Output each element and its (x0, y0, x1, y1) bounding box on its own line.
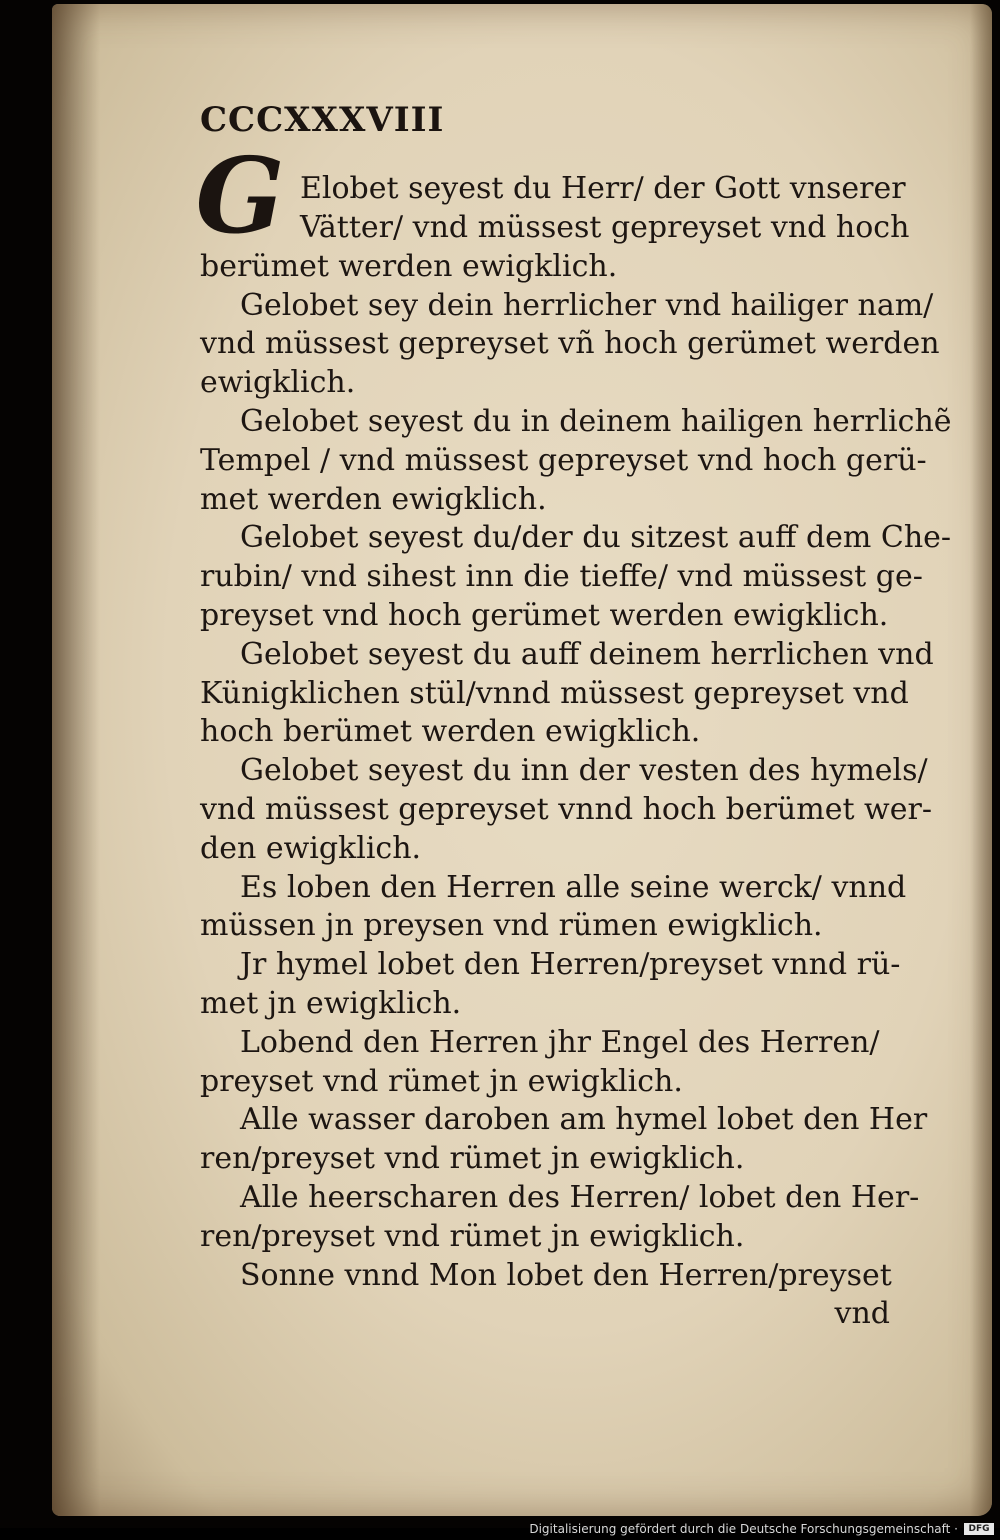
decorated-initial: G (195, 134, 285, 257)
text-line: Gelobet sey dein herrlicher vnd hailiger nam/ (240, 288, 934, 323)
gutter-shadow (52, 4, 100, 1516)
text-line: Gelobet seyest du in deinem hailigen herrlichẽ (240, 404, 952, 439)
text-line: Gelobet seyest du/der du sitzest auff dem Che- (240, 520, 952, 555)
text-line: vnd müssest gepreyset vnnd hoch berümet wer- (200, 792, 932, 827)
catchword: vnd (834, 1296, 890, 1331)
text-line: Gelobet seyest du inn der vesten des hymels/ (240, 753, 928, 788)
text-line: met werden ewigklich. (200, 482, 547, 517)
dfg-logo: DFG (964, 1523, 994, 1535)
text-line: ren/preyset vnd rümet jn ewigklich. (200, 1141, 745, 1176)
text-line: müssen jn preysen vnd rümen ewigklich. (200, 908, 823, 943)
text-line: ren/preyset vnd rümet jn ewigklich. (200, 1219, 745, 1254)
text-line: Tempel / vnd müssest gepreyset vnd hoch gerü- (200, 443, 927, 478)
text-line: Es loben den Herren alle seine werck/ vnnd (240, 870, 907, 905)
text-line: Alle heerscharen des Herren/ lobet den Her- (240, 1180, 920, 1215)
funding-notice: Digitalisierung gefördert durch die Deutsche Forschungsgemeinschaft · (529, 1522, 958, 1536)
text-line: hoch berümet werden ewigklich. (200, 714, 701, 749)
text-line: Elobet seyest du Herr/ der Gott vnserer (300, 171, 906, 206)
text-line: preyset vnd rümet jn ewigklich. (200, 1064, 683, 1099)
text-line: den ewigklich. (200, 831, 422, 866)
text-line: Gelobet seyest du auff deinem herrlichen vnd (240, 637, 934, 672)
text-line: Künigklichen stül/vnnd müssest gepreyset vnd (200, 676, 909, 711)
text-line: Sonne vnnd Mon lobet den Herren/preyset (240, 1258, 892, 1293)
text-line: met jn ewigklich. (200, 986, 462, 1021)
text-line: rubin/ vnd sihest inn die tieffe/ vnd müssest ge- (200, 559, 923, 594)
text-line: ewigklich. (200, 365, 356, 400)
folio-number: CCCXXXVIII (200, 100, 445, 140)
text-line: Alle wasser daroben am hymel lobet den Her (240, 1102, 928, 1137)
text-line: Lobend den Herren jhr Engel des Herren/ (240, 1025, 880, 1060)
text-line: berümet werden ewigklich. (200, 249, 618, 284)
text-line: vnd müssest gepreyset vñ hoch gerümet werden (200, 326, 940, 361)
text-line: Vätter/ vnd müssest gepreyset vnd hoch (300, 210, 910, 245)
text-line: Jr hymel lobet den Herren/preyset vnnd rü- (240, 947, 901, 982)
page-edge-shadow (970, 4, 992, 1516)
text-line: preyset vnd hoch gerümet werden ewigklich. (200, 598, 889, 633)
